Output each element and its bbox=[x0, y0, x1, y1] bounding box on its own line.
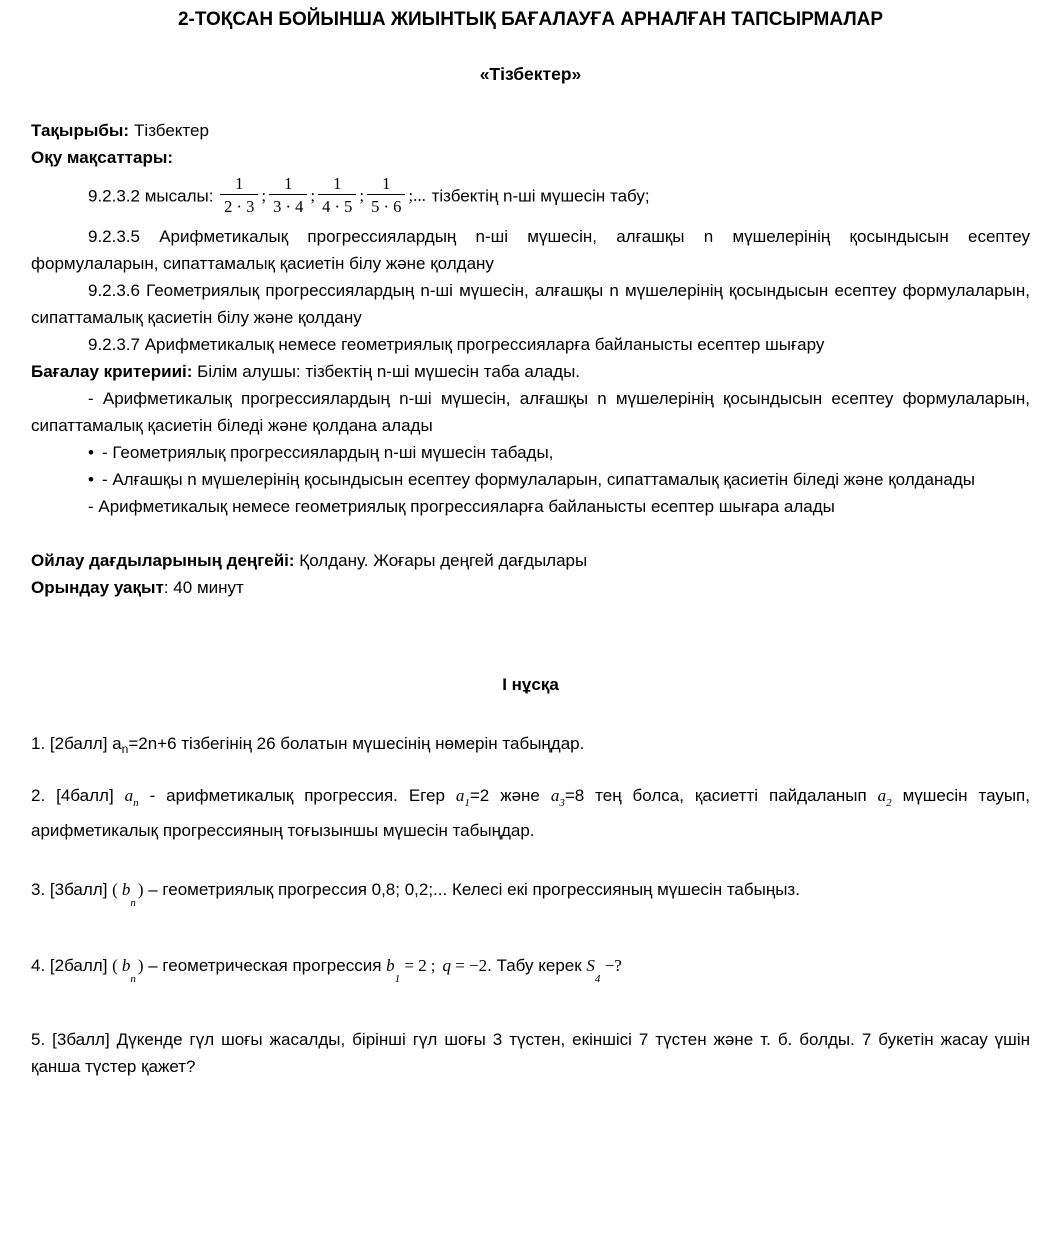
duration-label: Орындау уақыт bbox=[31, 578, 164, 597]
question-1-text: 1. [2балл] a bbox=[31, 734, 122, 753]
question-2 bbox=[31, 782, 1030, 844]
topic-line bbox=[31, 117, 1030, 144]
question-2-text: 2. [4балл] bbox=[31, 786, 125, 805]
fraction-separator: ; bbox=[261, 186, 267, 206]
math-variable: S bbox=[586, 956, 595, 975]
fraction-3-denominator: 4 · 5 bbox=[318, 194, 356, 217]
math-variable: a bbox=[124, 786, 134, 805]
criteria-bullet-item-2 bbox=[31, 466, 1030, 493]
question-2-text: =8 тең болса, қасиетті пайдаланып bbox=[564, 786, 878, 805]
criteria-bullet-item-2-text: - Алғашқы n мүшелерінің қосындысын есептеу формулаларын, сипаттамалық қасиетін біледі және қолданады bbox=[101, 470, 975, 489]
math-paren-open: ( bbox=[112, 956, 118, 975]
fraction-4-numerator: 1 bbox=[382, 174, 391, 193]
criteria-item-1: - Арифметикалық прогрессиялардың n-ші мүшесін, алғашқы n мүшелерінің қосындысын есептеу формулаларын, сипаттамалық қасиетін біледі және қолдана алады bbox=[31, 389, 1030, 435]
question-4-text: . Табу керек bbox=[487, 956, 587, 975]
fraction-3 bbox=[318, 173, 356, 217]
fraction-ellipsis: ;... bbox=[408, 186, 426, 206]
criteria-value: Білім алушы: тізбектің n-ші мүшесін таба алады. bbox=[192, 362, 581, 381]
question-4-text: 4. [2балл] bbox=[31, 956, 113, 975]
thinking-skills-block bbox=[31, 547, 1030, 601]
math-variable: b bbox=[386, 956, 395, 975]
question-2-text: - арифметикалық прогрессия. Егер bbox=[138, 786, 456, 805]
objectives-heading: Оқу мақсаттары: bbox=[31, 148, 174, 167]
math-subscript: 2 bbox=[886, 797, 892, 809]
fraction-4-denominator: 5 · 6 bbox=[367, 194, 405, 217]
math-variable: b bbox=[121, 880, 131, 899]
fraction-1 bbox=[220, 173, 258, 217]
document-title: 2-ТОҚСАН БОЙЫНША ЖИЫНТЫҚ БАҒАЛАУҒА АРНАЛҒАН ТАПСЫРМАЛАР bbox=[177, 9, 884, 30]
bullet-icon: • bbox=[88, 470, 94, 489]
objective-example-suffix: тізбектің n-ші мүшесін табу; bbox=[426, 186, 650, 206]
question-4 bbox=[31, 949, 1030, 996]
fraction-3-numerator: 1 bbox=[333, 174, 342, 193]
math-variable: q bbox=[442, 956, 451, 975]
math-variable: a bbox=[550, 786, 560, 805]
math-variable: b bbox=[121, 956, 131, 975]
objective-example-line bbox=[31, 173, 1030, 221]
math-subscript: n bbox=[130, 973, 136, 985]
math-paren-close: ) bbox=[137, 880, 144, 899]
topic-value: Тізбектер bbox=[134, 121, 209, 140]
question-3 bbox=[31, 870, 1030, 923]
criteria-label: Бағалау критерииі: bbox=[31, 362, 193, 381]
question-2-text: мүшесін тауып, арифметикалық прогрессияның тоғызыншы мүшесін табыңдар. bbox=[31, 786, 1030, 840]
question-3-text: – геометриялық прогрессия 0,8; 0,2;... Келесі екі прогрессияның мүшесін табыңыз. bbox=[143, 880, 800, 899]
math-subscript: 1 bbox=[464, 797, 470, 809]
fraction-1-numerator: 1 bbox=[235, 174, 244, 193]
fraction-separator: ; bbox=[310, 186, 316, 206]
fraction-1-denominator: 2 · 3 bbox=[220, 194, 258, 217]
question-5: 5. [3балл] Дүкенде гүл шоғы жасалды, бірінші гүл шоғы 3 түстен, екіншісі 7 түстен және т. б. болды. 7 букетін жасау үшін қанша түстер қажет? bbox=[31, 1030, 1030, 1076]
question-4-text: – геометрическая прогрессия bbox=[143, 956, 387, 975]
criteria-bullet-item-1-text: - Геометриялық прогрессиялардың n-ші мүшесін табады, bbox=[101, 443, 554, 462]
math-equation: = −2 bbox=[450, 956, 488, 975]
criteria-heading-line bbox=[31, 358, 1030, 385]
criteria-item-2: - Арифметикалық немесе геометриялық прогрессияларға байланысты есептер шығара алады bbox=[88, 497, 835, 516]
document-subtitle: «Тізбектер» bbox=[479, 64, 582, 84]
fraction-2-numerator: 1 bbox=[284, 174, 293, 193]
math-variable: a bbox=[877, 786, 887, 805]
thinking-skills-value: Қолдану. Жоғары деңгей дағдылары bbox=[294, 551, 588, 570]
duration-line bbox=[31, 574, 1030, 601]
thinking-skills-line bbox=[31, 547, 1030, 574]
fraction-2 bbox=[269, 173, 307, 217]
objective-paragraph-3: 9.2.3.7 Арифметикалық немесе геометриялық прогрессияларға байланысты есептер шығару bbox=[88, 335, 825, 354]
fraction-4 bbox=[367, 173, 405, 217]
math-subscript: 4 bbox=[594, 973, 601, 985]
math-subscript: 1 bbox=[394, 973, 401, 985]
question-1-text: =2n+6 тізбегінің 26 болатын мүшесінің нөмерін табыңдар. bbox=[128, 734, 585, 753]
question-2-text: =2 және bbox=[469, 786, 551, 805]
math-subscript: n bbox=[130, 897, 136, 909]
question-3-text: 3. [3балл] bbox=[31, 880, 113, 899]
math-equation: = 2 bbox=[400, 956, 427, 975]
math-equation: −? bbox=[600, 956, 622, 975]
criteria-bullet-item-1 bbox=[31, 439, 1030, 466]
thinking-skills-label: Ойлау дағдыларының деңгейі: bbox=[31, 551, 295, 570]
math-paren-open: ( bbox=[112, 880, 118, 899]
question-1 bbox=[31, 730, 1030, 757]
variant-heading: І нұсқа bbox=[502, 675, 559, 694]
objective-example-prefix: 9.2.3.2 мысалы: bbox=[88, 186, 214, 206]
topic-label: Тақырыбы: bbox=[31, 121, 130, 140]
fraction-separator: ; bbox=[359, 186, 365, 206]
bullet-icon: • bbox=[88, 443, 94, 462]
duration-value: : 40 минут bbox=[163, 578, 244, 597]
math-subscript: 3 bbox=[559, 797, 565, 809]
math-variable: a bbox=[455, 786, 465, 805]
meta-block bbox=[31, 117, 1030, 171]
math-subscript: n bbox=[133, 797, 139, 809]
objective-paragraph-2: 9.2.3.6 Геометриялық прогрессиялардың n-ші мүшесін, алғашқы n мүшелерінің қосындысын есептеу формулаларын, сипаттамалық қасиетін білу және қолдану bbox=[31, 281, 1030, 327]
math-paren-close: ) bbox=[137, 956, 144, 975]
fraction-2-denominator: 3 · 4 bbox=[269, 194, 307, 217]
math-separator: ; bbox=[430, 956, 436, 975]
math-subscript: n bbox=[121, 742, 129, 756]
objective-paragraph-1: 9.2.3.5 Арифметикалық прогрессиялардың n-ші мүшесін, алғашқы n мүшелерінің қосындысын есептеу формулаларын, сипаттамалық қасиетін білу және қолдану bbox=[31, 227, 1030, 273]
